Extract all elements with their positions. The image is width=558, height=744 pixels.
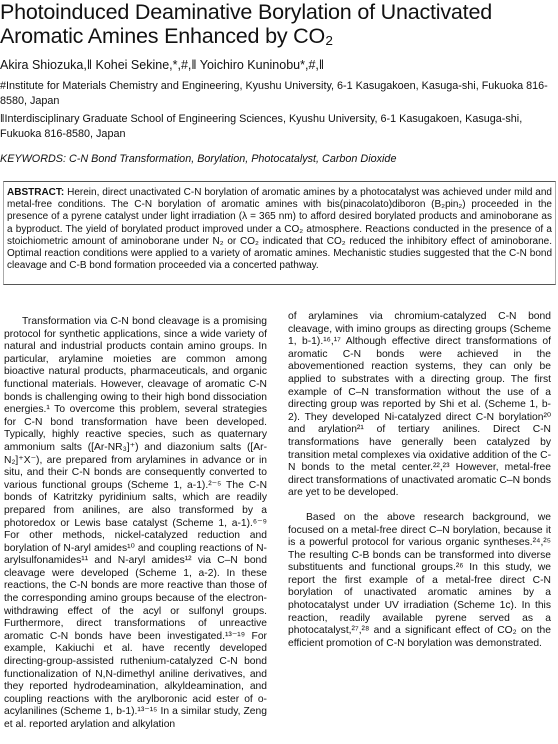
- abstract-box: [3, 181, 556, 285]
- right-column: [288, 311, 551, 662]
- abstract-text: Herein, direct unactivated C-N borylation of aromatic amines by a photocatalyst was achieved under mild and metal-free conditions. The C-N borylation of aromatic amines with bis(pinacolato)diboron (B₂pin₂) proceeded in the presence of a pyrene catalyst under light irradiation (λ = 365 nm) to afford desired borylated products and aminoborane as a byproduct. The yield of borylated product improved under a CO₂ atmosphere. Reactions conducted in the presence of a stoichiometric amount of aminoborane under N₂ or CO₂ indicated that CO₂ reduced the inhibitory effect of aminoborane. Optimal reaction conditions were applied to a variety of aromatic amines. Mechanistic studies suggested that the C-N bond cleavage and C-B bond formation proceeded via a concerted pathway.: [7, 187, 552, 272]
- left-column: [4, 316, 267, 744]
- body-paragraph: Based on the above research background, we focused on a metal-free direct C–N borylation, because it is a powerful protocol for various organic syntheses.²⁴,²⁵ The resulting C-B bonds can be transformed into diverse substituents and functional groups.²⁶ In this study, we report the first example of a metal-free direct C-N borylation of unactivated aromatic amines by a photocatalyst under UV irradiation (Scheme 1c). In this reaction, readily available pyrene served as a photocatalyst,²⁷,²⁸ and a significant effect of CO₂ on the efficient promotion of C-N borylation was demonstrated.: [288, 511, 551, 649]
- author-list: Akira Shiozuka,‖ Kohei Sekine,*,#,‖ Yoichiro Kuninobu*,#,‖: [0, 58, 325, 72]
- keywords: KEYWORDS: C-N Bond Transformation, Borylation, Photocatalyst, Carbon Dioxide: [0, 153, 397, 165]
- affiliation-2: ‖Interdisciplinary Graduate School of Engineering Sciences, Kyushu University, 6-1 Kasugakoen, Kasuga-shi, Fukuoka 816-8580, Japan: [0, 113, 523, 140]
- abstract-label: ABSTRACT:: [7, 187, 65, 198]
- body-paragraph: of arylamines via chromium-catalyzed C-N bond cleavage, with imino groups as directing groups (Scheme 1, b-1).¹⁶,¹⁷ Although effective direct transformations of aromatic C-N bonds were achieved in the abovementioned reaction systems, they can only be applied to substrates with a directing group. The first example of C–N transformation without the use of a directing group was reported by Shi et al. (Scheme 1, b-2). They developed Ni-catalyzed direct C-N borylation²⁰ and arylation²¹ of tertiary anilines. Direct C-N transformations have generally been catalyzed by transition metal complexes via oxidative addition of the C-N bonds to the metal center.²²,²³ However, metal-free direct transformations of unactivated aromatic C–N bonds are yet to be developed.: [288, 311, 551, 499]
- paper-title: Photoinduced Deaminative Borylation of Unactivated Aromatic Amines Enhanced by CO₂: [0, 0, 492, 48]
- affiliation-1: #Institute for Materials Chemistry and Engineering, Kyushu University, 6-1 Kasugakoen, Kasuga-shi, Fukuoka 816-8580, Japan: [0, 80, 548, 107]
- body-paragraph: Transformation via C-N bond cleavage is a promising protocol for synthetic applications, since a wide variety of natural and industrial products contain amino groups. In particular, arylamine moieties are common among bioactive natural products, pharmaceuticals, and organic functional materials. However, cleavage of aromatic C-N bonds is challenging owing to their high bond dissociation energies.¹ To overcome this problem, several strategies for C-N bond transformation have been developed. Typically, highly reactive species, such as quaternary ammonium salts ([Ar-NR₃]⁺) and diazonium salts ([Ar-N₂]⁺X⁻), are prepared from arylamines in advance or in situ, and their C-N bonds are consequently converted to various functional groups (Scheme 1, a-1).²⁻⁵ The C-N bonds of Katritzky pyridinium salts, which are readily prepared from anilines, are also transformed by a photoredox or Lewis base catalyst (Scheme 1, a-1).⁶⁻⁹ For other methods, nickel-catalyzed reduction and borylation of N-aryl amides¹⁰ and coupling reactions of N-arylsulfonamides¹¹ and N-aryl amides¹² via C–N bond cleavage were developed (Scheme 1, a-2). In these reactions, the C-N bonds are more reactive than those of the corresponding amino groups because of the electron-withdrawing effect of the acyl or sulfonyl groups. Furthermore, direct transformations of unreactive aromatic C-N bonds have been investigated.¹³⁻¹⁹ For example, Kakiuchi et al. have recently developed directing-group-assisted ruthenium-catalyzed C-N bond functionalization of N,N-dimethyl aniline derivatives, and they reported hydrodeamination, alkyldeamination, and coupling reactions with the arylboronic acid ester of o-acylanilines (Scheme 1, b-1).¹³⁻¹⁵ In a similar study, Zeng et al. reported arylation and alkylation: [4, 316, 267, 730]
